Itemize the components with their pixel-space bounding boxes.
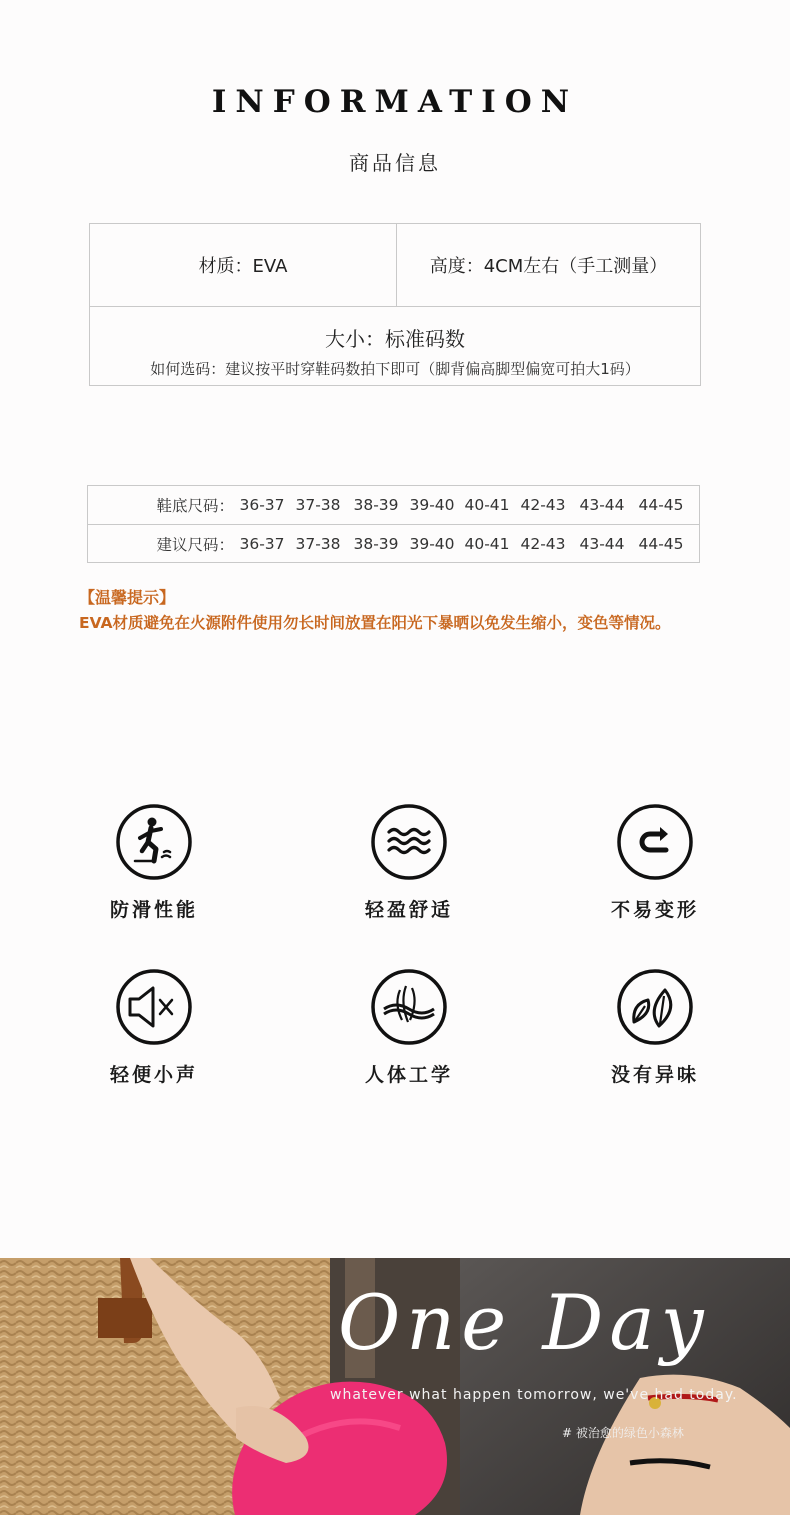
size-row-sole	[88, 486, 699, 524]
feature-label: 轻盈舒适	[364, 899, 453, 921]
feature-label: 没有异味	[610, 1064, 699, 1086]
leaves-icon	[616, 968, 694, 1046]
product-info-table	[89, 223, 701, 386]
banner-hashtag: # 被治愈的绿色小森林	[562, 1426, 684, 1440]
waves-icon	[370, 803, 448, 881]
size-cell: 39-40	[409, 535, 455, 553]
feature-no-deform	[565, 803, 745, 922]
size-row-label: 鞋底尺码：	[156, 497, 234, 515]
size-cell: 42-43	[520, 535, 566, 553]
size-note: 如何选码：建议按平时穿鞋码数拍下即可（脚背偏高脚型偏宽可拍大1码）	[150, 360, 640, 378]
size-cell: 44-45	[638, 496, 684, 514]
size-cell: 38-39	[353, 496, 399, 514]
mute-speaker-icon	[115, 968, 193, 1046]
feature-lightweight	[319, 803, 499, 922]
feature-ergonomic	[319, 968, 499, 1087]
size-cell: 39-40	[409, 496, 455, 514]
feature-label: 轻便小声	[109, 1064, 198, 1086]
size-cell: 44-45	[638, 535, 684, 553]
ergonomic-foot-icon	[370, 968, 448, 1046]
feature-quiet	[64, 968, 244, 1087]
size-cell: 36-37	[239, 496, 285, 514]
size-row-suggested	[88, 524, 699, 563]
size-row-label: 建议尺码：	[156, 536, 234, 554]
size-info-row	[90, 307, 700, 387]
feature-label: 不易变形	[610, 899, 699, 921]
anti-slip-icon	[115, 803, 193, 881]
tip-text: EVA材质避免在火源附件使用勿长时间放置在阳光下暴晒以免发生缩小，变色等情况。	[79, 614, 671, 632]
info-row	[90, 224, 700, 307]
size-chart-table	[87, 485, 700, 563]
feature-anti-slip	[64, 803, 244, 922]
size-cell: 43-44	[579, 535, 625, 553]
size-cell: 38-39	[353, 535, 399, 553]
tip-title: 【温馨提示】	[79, 588, 176, 607]
banner-tagline: whatever what happen tomorrow, we've had today.	[330, 1387, 738, 1403]
page-subtitle: 商品信息	[349, 151, 441, 175]
size-cell: 42-43	[520, 496, 566, 514]
feature-no-odor	[565, 968, 745, 1087]
size-cell: 37-38	[295, 535, 341, 553]
page-title: INFORMATION	[211, 84, 579, 120]
size-cell: 43-44	[579, 496, 625, 514]
return-arrow-icon	[616, 803, 694, 881]
height-cell: 高度：4CM左右（手工测量）	[429, 256, 668, 277]
size-cell: 40-41	[464, 496, 510, 514]
size-cell: 40-41	[464, 535, 510, 553]
banner-title: One Day	[338, 1278, 710, 1367]
feature-label: 防滑性能	[109, 899, 198, 921]
size-cell: 36-37	[239, 535, 285, 553]
size-text: 大小：标准码数	[325, 327, 465, 351]
size-cell: 37-38	[295, 496, 341, 514]
feature-label: 人体工学	[364, 1064, 453, 1086]
material-cell: 材质：EVA	[90, 224, 397, 306]
